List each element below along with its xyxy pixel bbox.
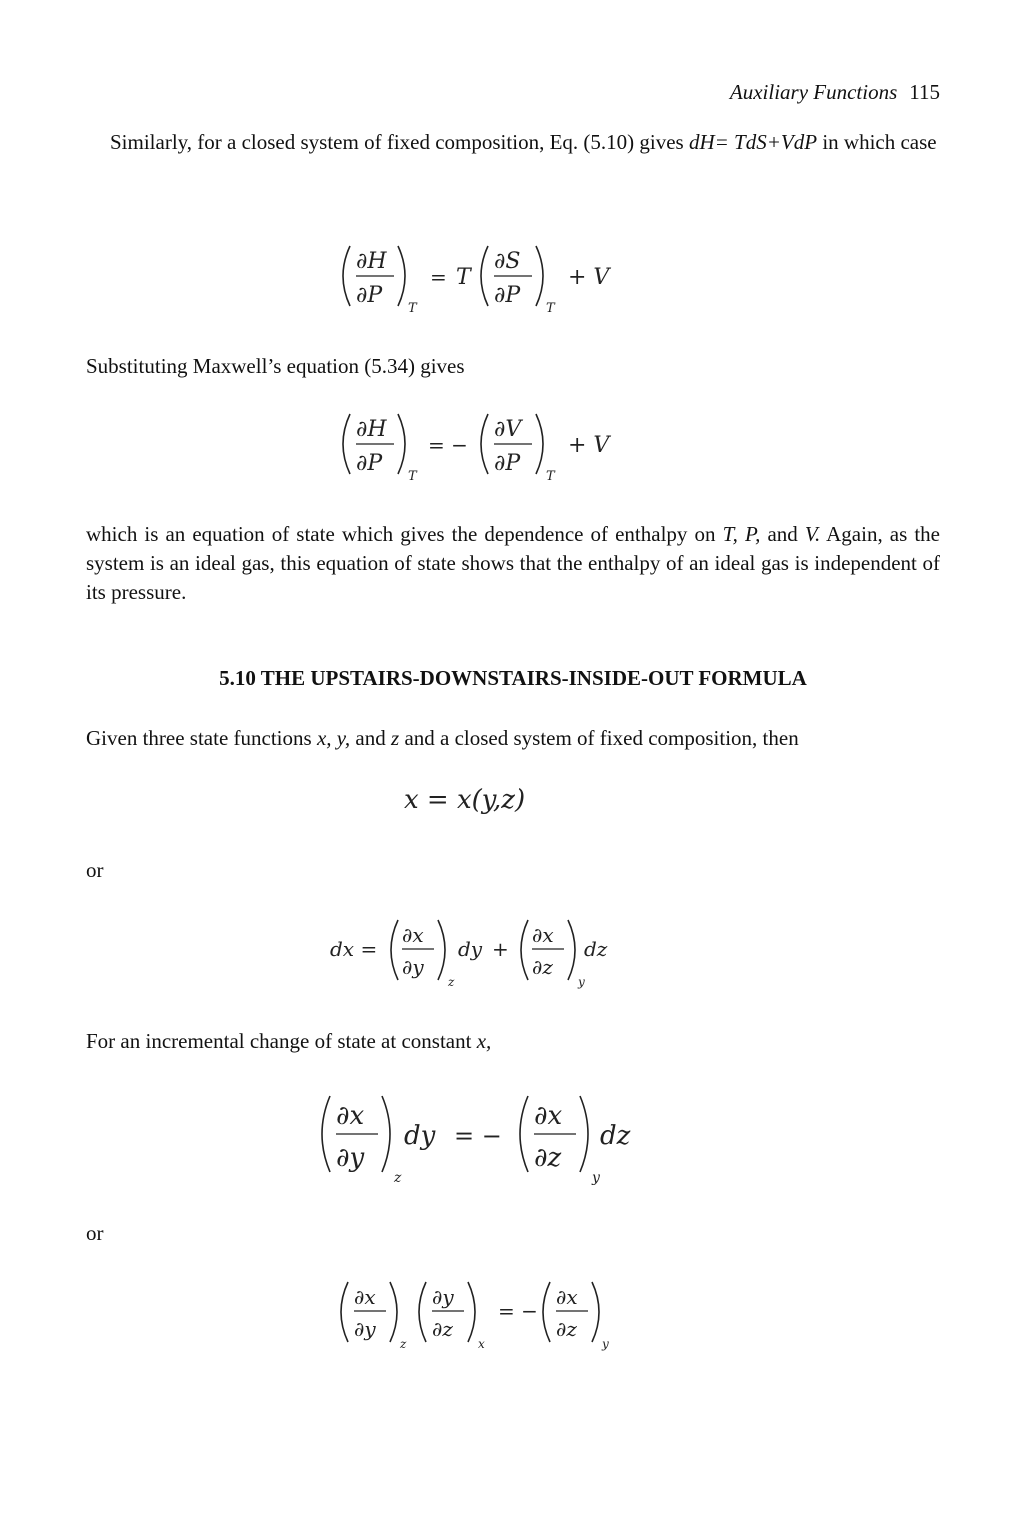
eq5-t2-subscript: y xyxy=(592,1170,600,1186)
page xyxy=(86,0,940,1536)
eq6-t3-numerator: ∂x xyxy=(556,1285,578,1309)
equation-5 xyxy=(314,1090,644,1190)
paragraph-2 xyxy=(86,352,940,381)
eq6-t2-left-paren xyxy=(419,1282,426,1342)
para4-vars: x, y, xyxy=(316,726,351,750)
paragraph-3 xyxy=(86,520,940,607)
eq5-t1-right-paren xyxy=(382,1096,390,1172)
para5-var: x, xyxy=(476,1029,492,1053)
eq6-t1-numerator: ∂x xyxy=(354,1285,376,1309)
para1-math: dH= TdS+VdP xyxy=(688,130,818,154)
eq4-lhs: dx = xyxy=(330,937,378,961)
eq1-lhs-subscript: T xyxy=(408,301,417,316)
para3-rest: Again, as the system is an ideal gas, this equation of state shows that the enthalpy of an ideal gas is independent of its pressure. xyxy=(86,522,940,604)
eq5-t2-differential: dz xyxy=(600,1121,631,1151)
eq6-t3-right-paren xyxy=(592,1282,599,1342)
equation-3 xyxy=(404,780,604,820)
eq5-t1-differential: dy xyxy=(404,1121,436,1151)
eq6-t1-subscript: z xyxy=(400,1337,407,1351)
eq5-t1-numerator: ∂x xyxy=(336,1101,365,1131)
para3-vars: T, P, xyxy=(722,522,761,546)
para1-tail: in which case xyxy=(817,130,937,154)
para1-text: Similarly, for a closed system of fixed composition, Eq. (5.10) gives xyxy=(110,130,689,154)
eq1-lhs-left-paren xyxy=(343,246,350,306)
eq2-lhs-numerator: ∂H xyxy=(356,417,387,442)
eq6-t2-subscript: x xyxy=(478,1337,485,1351)
eq2-rhs-right-paren xyxy=(536,414,543,474)
eq1-lhs-right-paren xyxy=(398,246,405,306)
eq5-t2-right-paren xyxy=(580,1096,588,1172)
eq1-lhs-denominator: ∂P xyxy=(356,283,383,308)
eq4-t1-denominator: ∂y xyxy=(402,955,424,979)
eq4-t2-subscript: y xyxy=(578,975,585,989)
eq6-t3-left-paren xyxy=(543,1282,550,1342)
eq4-t1-left-paren xyxy=(391,920,398,980)
equation-6 xyxy=(334,1276,634,1356)
or-1 xyxy=(86,856,940,885)
eq1-rhs-left-paren xyxy=(481,246,488,306)
eq1-lhs-numerator: ∂H xyxy=(356,249,387,274)
eq1-rhs-subscript: T xyxy=(546,301,555,316)
or-2 xyxy=(86,1219,940,1248)
eq1-rhs-numerator: ∂S xyxy=(494,249,521,274)
paragraph-5 xyxy=(86,1027,940,1056)
eq4-t2-left-paren xyxy=(521,920,528,980)
eq5-equals: = − xyxy=(454,1122,502,1150)
para4-pre: Given three state functions xyxy=(86,726,317,750)
eq1-coefficient: T xyxy=(456,265,471,290)
eq4-t1-right-paren xyxy=(438,920,445,980)
eq1-rhs-right-paren xyxy=(536,246,543,306)
eq6-t3-denominator: ∂z xyxy=(556,1317,577,1341)
equation-1 xyxy=(336,240,626,320)
eq1-rhs-denominator: ∂P xyxy=(494,283,521,308)
para5-text: For an incremental change of state at constant xyxy=(86,1029,477,1053)
eq2-equals: = − xyxy=(428,433,468,457)
eq4-t2-differential: dz xyxy=(584,937,608,961)
eq5-t2-left-paren xyxy=(520,1096,528,1172)
equation-4 xyxy=(330,914,630,994)
para4-and: and xyxy=(350,726,391,750)
para4-rest: and a closed system of fixed composition, then xyxy=(399,726,799,750)
eq6-t1-denominator: ∂y xyxy=(354,1317,376,1341)
eq6-t2-numerator: ∂y xyxy=(432,1285,454,1309)
paragraph-4 xyxy=(86,724,940,753)
eq6-t1-left-paren xyxy=(341,1282,348,1342)
page-number: 115 xyxy=(909,80,940,104)
eq4-t1-numerator: ∂x xyxy=(402,923,424,947)
eq5-t1-left-paren xyxy=(322,1096,330,1172)
eq3-text: x = x(y,z) xyxy=(404,785,526,815)
eq4-t1-differential: dy xyxy=(458,937,483,961)
running-title: Auxiliary Functions xyxy=(729,80,898,104)
section-heading: 5.10 THE UPSTAIRS-DOWNSTAIRS-INSIDE-OUT FORMULA xyxy=(219,666,807,690)
eq1-tail: + V xyxy=(568,265,610,290)
eq2-rhs-numerator: ∂V xyxy=(494,417,522,442)
eq2-rhs-left-paren xyxy=(481,414,488,474)
eq5-t2-numerator: ∂x xyxy=(534,1101,563,1131)
eq4-t2-numerator: ∂x xyxy=(532,923,554,947)
para4-z: z xyxy=(391,726,400,750)
or-2-text: or xyxy=(86,1221,104,1245)
eq6-t2-right-paren xyxy=(468,1282,475,1342)
eq6-t3-subscript: y xyxy=(602,1337,609,1351)
eq6-t1-right-paren xyxy=(390,1282,397,1342)
running-header xyxy=(730,80,940,105)
eq2-rhs-subscript: T xyxy=(546,469,555,484)
eq2-lhs-denominator: ∂P xyxy=(356,451,383,476)
eq4-t2-right-paren xyxy=(568,920,575,980)
eq1-equals: = xyxy=(430,265,447,289)
or-1-text: or xyxy=(86,858,104,882)
eq4-t2-denominator: ∂z xyxy=(532,955,553,979)
eq5-t1-subscript: z xyxy=(394,1170,402,1186)
para2-text: Substituting Maxwell’s equation (5.34) gives xyxy=(86,354,465,378)
eq2-lhs-subscript: T xyxy=(408,469,417,484)
paragraph-1 xyxy=(86,128,940,157)
eq2-lhs-right-paren xyxy=(398,414,405,474)
eq4-t1-subscript: z xyxy=(448,975,455,989)
para3-and: and xyxy=(760,522,805,546)
eq5-t1-denominator: ∂y xyxy=(336,1143,365,1173)
eq6-t2-denominator: ∂z xyxy=(432,1317,453,1341)
equation-2 xyxy=(336,408,626,488)
eq2-tail: + V xyxy=(568,433,610,458)
para3-pre: which is an equation of state which gives the dependence of enthalpy on xyxy=(86,522,723,546)
para3-v: V. xyxy=(804,522,821,546)
eq2-rhs-denominator: ∂P xyxy=(494,451,521,476)
eq4-plus: + xyxy=(492,937,509,961)
eq2-lhs-left-paren xyxy=(343,414,350,474)
eq5-t2-denominator: ∂z xyxy=(534,1143,562,1173)
eq6-equals: = − xyxy=(498,1299,538,1323)
